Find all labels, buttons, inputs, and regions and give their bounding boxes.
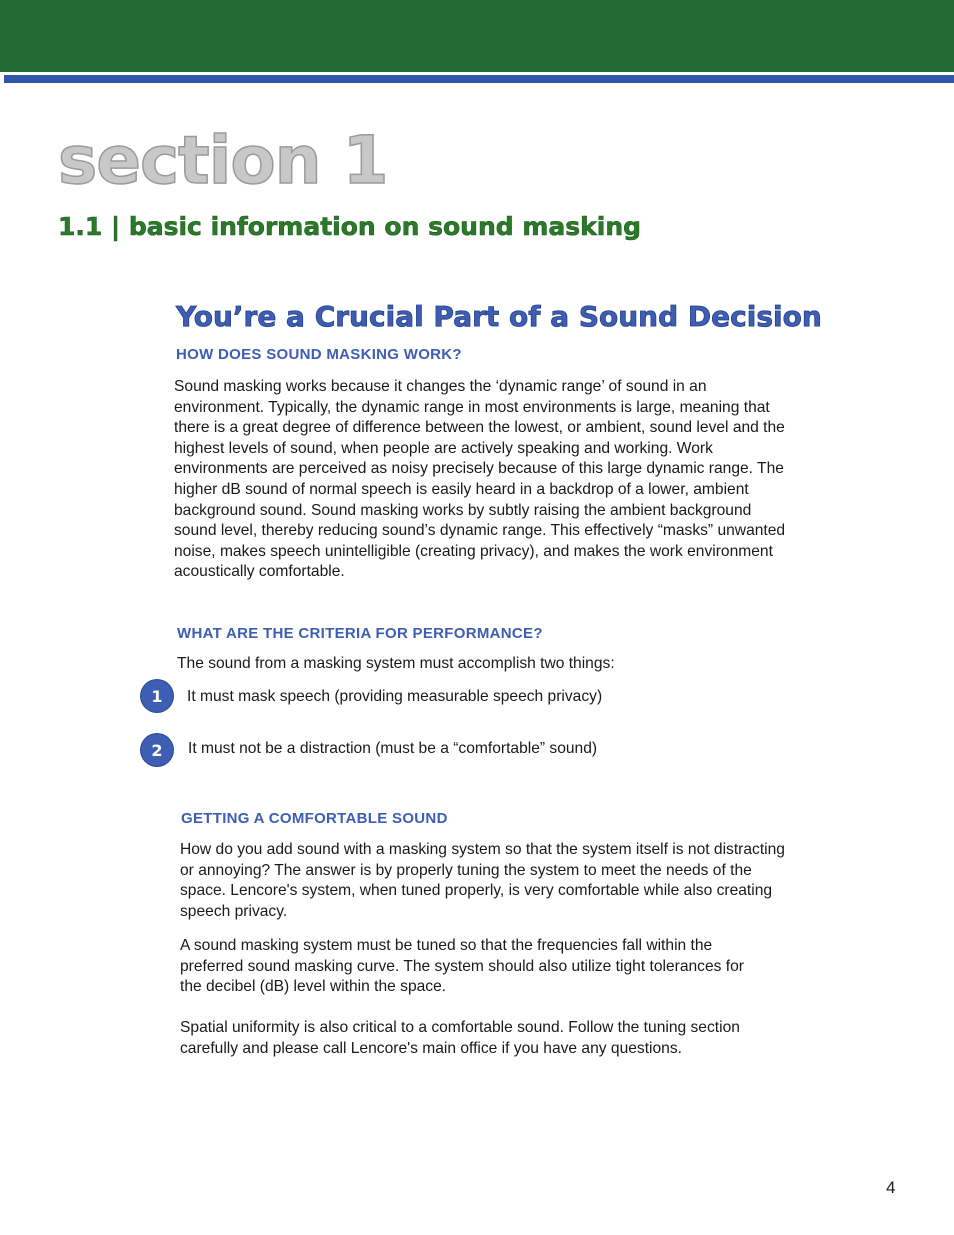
paragraph-how-it-works: Sound masking works because it changes the ‘dynamic range’ of sound in an environment. Typically, the dynamic range in most environments is large, meaning that there is a great degree of difference between the lowest, or ambient, sound level and the highest levels of sound, when people are actively speaking and working. Work environments are perceived as noisy precisely because of this large dynamic range. The higher dB sound of normal speech is easily heard in a backdrop of a lower, ambient background sound. Sound masking works by subtly raising the ambient background sound level, thereby reducing sound’s dynamic range. This effectively “masks” unwanted noise, makes speech unintelligible (creating privacy), and makes the work environment acoustically comfortable. — [174, 378, 786, 581]
list-number-badge: 2 — [141, 734, 173, 766]
section-heading-how-it-works: HOW DOES SOUND MASKING WORK? — [176, 346, 462, 363]
page-heading: You’re a Crucial Part of a Sound Decision — [176, 300, 822, 333]
paragraph-comfortable-3: Spatial uniformity is also critical to a comfortable sound. Follow the tuning section carefully and please call Lencore's main office if you have any questions. — [180, 1019, 740, 1057]
paragraph-comfortable-2: A sound masking system must be tuned so that the frequencies fall within the preferred sound masking curve. The system should also utilize tight tolerances for the decibel (dB) level within the space. — [180, 937, 744, 996]
criteria-intro: The sound from a masking system must accomplish two things: — [177, 655, 615, 672]
section-heading-comfortable-sound: GETTING A COMFORTABLE SOUND — [181, 810, 448, 827]
header-band — [0, 0, 954, 72]
section-heading-criteria: WHAT ARE THE CRITERIA FOR PERFORMANCE? — [177, 625, 543, 642]
list-item: It must not be a distraction (must be a “comfortable” sound) — [188, 740, 598, 757]
section-subtitle: 1.1 | basic information on sound masking — [58, 212, 642, 241]
page-number: 4 — [886, 1178, 896, 1197]
list-item: It must mask speech (providing measurable speech privacy) — [187, 688, 603, 705]
list-number-badge: 1 — [141, 680, 173, 712]
paragraph-comfortable-1: How do you add sound with a masking system so that the system itself is not distracting or annoying? The answer is by properly tuning the system to meet the needs of the space. Lencore's system, when tuned properly, is very comfortable while also creating speech privacy. — [180, 841, 785, 920]
header-rule — [4, 75, 954, 83]
section-title: section 1 — [58, 122, 388, 199]
